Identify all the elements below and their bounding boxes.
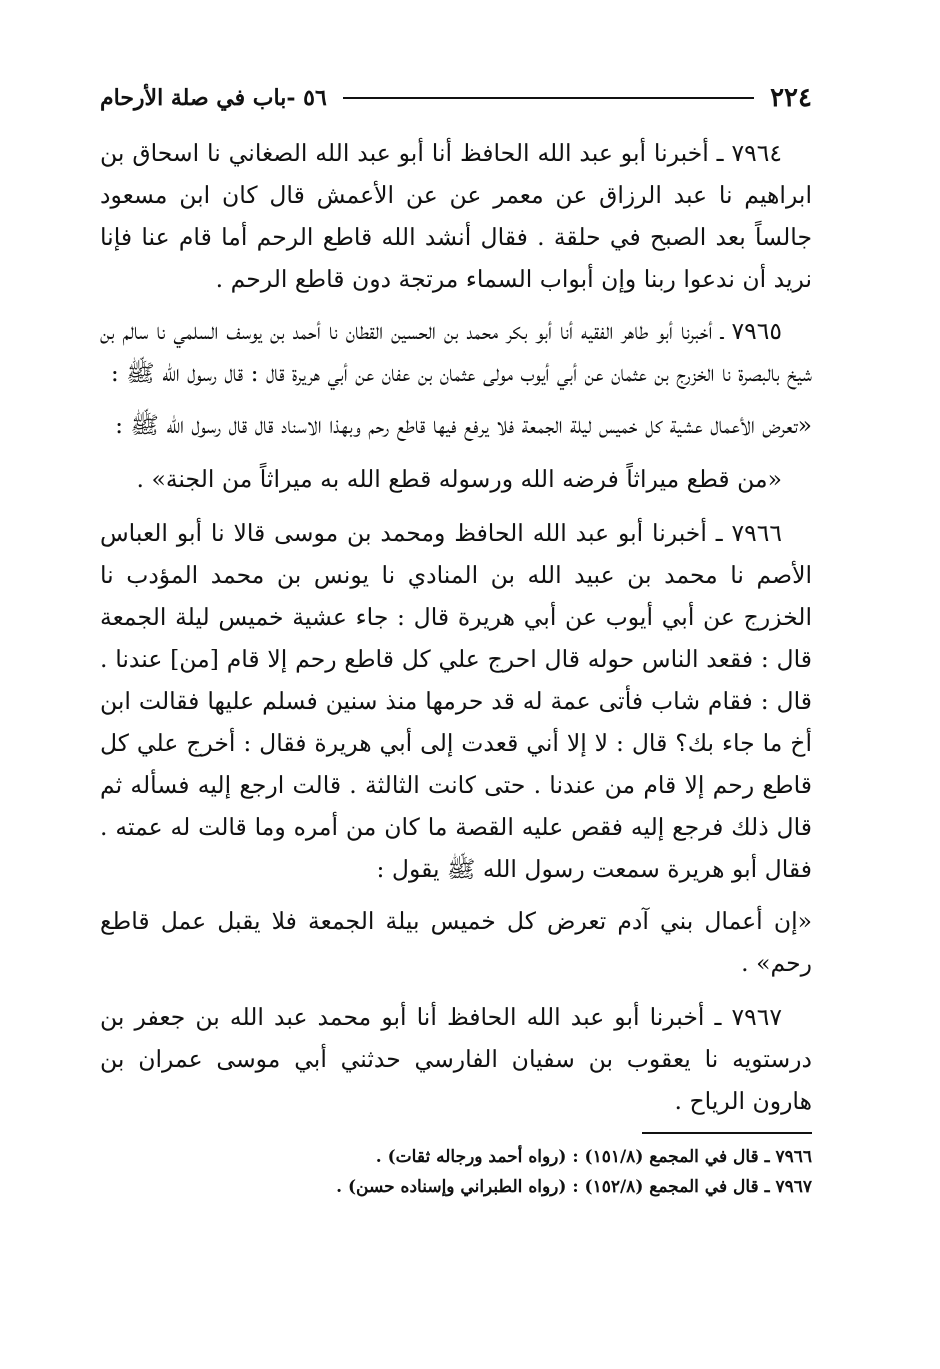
header-rule (343, 97, 754, 99)
hadith-7966: ٧٩٦٦ ـ أخبرنا أبو عبد الله الحافظ ومحمد بن موسى قالا نا أبو العباس الأصم نا محمد بن عبيد الله بن المنادي نا يونس بن محمد المؤدب نا الخزرج عن أبي أيوب عن أبي هريرة قال : جاء عشية خميس ليلة الجمعة قال : فقعد الناس حوله قال احرج علي كل قاطع رحم إلا قام [من] عندنا . قال : فقام شاب فأتى عمة له قد حرمها منذ سنين فسلم عليها فقالت ابن أخ ما جاء بك؟ قال : لا إلا أني قعدت إلى أبي هريرة فقال : أخرج علي كل قاطع رحم إلا قام من عندنا . حتى كانت الثالثة . قالت ارجع إليه فسأله ثم قال ذلك فرجع إليه فقص عليه القصة ما كان من أمره وما قالت له عمته . فقال أبو هريرة سمعت رسول الله ﷺ يقول : (100, 519, 812, 883)
hadith-7964: ٧٩٦٤ ـ أخبرنا أبو عبد الله الحافظ أنا أبو عبد الله الصغاني نا اسحاق بن ابراهيم نا عبد الرزاق عن معمر عن عن الأعمش قال كان ابن مسعود جالساً بعد الصبح في حلقة . فقال أنشد الله قاطع الرحم أما قام عنا فإنا نريد أن ندعوا ربنا وإن أبواب السماء مرتجة دون قاطع الرحم . (100, 139, 812, 293)
page-number: ٢٢٤ (770, 83, 812, 113)
hadith-7965: ٧٩٦٥ ـ أخبرنا أبو طاهر الفقيه أنا أبو بكر محمد بن الحسين القطان نا أحمد بن يوسف السلمي نا سالم بن شيخ بالبصرة نا الخزرج بن عثمان عن أبي أيوب مولى عثمان بن عفان عن أبي هريرة قال : قال رسول الله ﷺ : (100, 317, 812, 387)
footnote-7966: ٧٩٦٦ ـ قال في المجمع (١٥١/٨) : (رواه أحمد ورجاله ثقات) . (375, 1147, 812, 1167)
book-page (100, 78, 812, 1202)
chapter-title: ٥٦ -باب في صلة الأرحام (100, 85, 327, 111)
footnote-7967: ٧٩٦٧ ـ قال في المجمع (١٥٢/٨) : (رواه الطبراني وإسناده حسن) . (336, 1177, 812, 1197)
running-header (100, 78, 812, 118)
prophetic-quote-1: «تعرض الأعمال عشية كل خميس ليلة الجمعة فلا يرفع فيها قاطع رحم وبهذا الاسناد قال قال رسول الله ﷺ : (115, 411, 812, 439)
prophetic-quote-2: «من قطع ميراثاً فرضه الله ورسوله قطع الله به ميراثاً من الجنة» . (136, 465, 782, 493)
footnote-rule (642, 1132, 812, 1134)
hadith-7967: ٧٩٦٧ ـ أخبرنا أبو عبد الله الحافظ أنا أبو محمد عبد الله بن جعفر بن درستويه نا يعقوب بن سفيان الفارسي حدثني أبي موسى عمران بن هارون الرياح . (100, 1003, 812, 1115)
prophetic-quote-3: «إن أعمال بني آدم تعرض كل خميس بيلة الجمعة فلا يقبل عمل قاطع رحم» . (100, 907, 812, 977)
